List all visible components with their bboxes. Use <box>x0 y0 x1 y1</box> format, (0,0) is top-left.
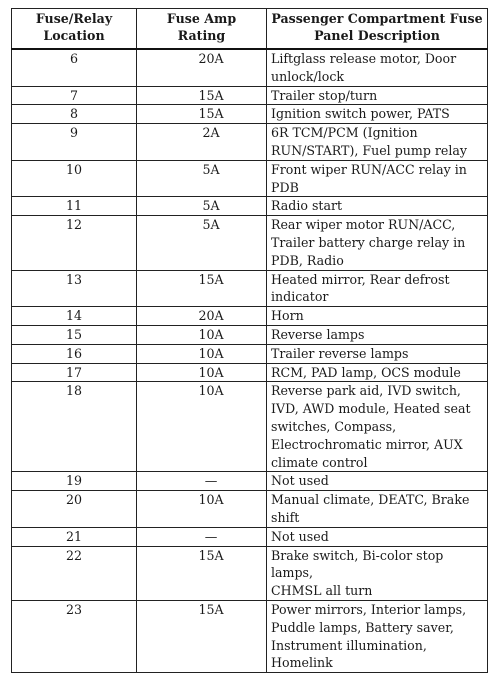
fuse-amp-cell: 10A <box>137 382 267 472</box>
fuse-location-cell: 6 <box>12 49 137 86</box>
fuse-amp-cell: 15A <box>137 86 267 105</box>
table-row <box>12 363 488 382</box>
header-location <box>12 9 137 50</box>
description-line: Reverse park aid, IVD switch, <box>271 383 461 399</box>
table-row <box>12 270 488 307</box>
table-row <box>12 105 488 124</box>
header-description-line-2: Panel Description <box>314 27 440 43</box>
fuse-location-cell: 14 <box>12 307 137 326</box>
description-line: Instrument illumination, Homelink <box>271 637 427 671</box>
description-line: Trailer stop/turn <box>271 87 378 103</box>
table-row <box>12 472 488 491</box>
fuse-amp-cell: — <box>137 527 267 546</box>
table-row <box>12 344 488 363</box>
table-row <box>12 527 488 546</box>
fuse-location-cell: 11 <box>12 197 137 216</box>
description-line: Puddle lamps, Battery saver, <box>271 619 454 635</box>
description-line: shift <box>271 509 300 525</box>
fuse-description-cell <box>267 491 488 528</box>
table-row <box>12 160 488 197</box>
description-line: climate control <box>271 454 368 470</box>
fuse-description-cell <box>267 363 488 382</box>
fuse-table <box>11 8 488 673</box>
description-line: Electrochromatic mirror, AUX <box>271 436 463 452</box>
table-row <box>12 216 488 270</box>
fuse-description-cell <box>267 49 488 86</box>
fuse-location-cell: 15 <box>12 325 137 344</box>
fuse-description-cell <box>267 546 488 600</box>
fuse-location-cell: 16 <box>12 344 137 363</box>
description-line: Reverse lamps <box>271 326 365 342</box>
description-line: Horn <box>271 308 304 324</box>
fuse-description-cell <box>267 325 488 344</box>
fuse-description-cell <box>267 216 488 270</box>
fuse-amp-cell: 2A <box>137 124 267 161</box>
description-line: IVD, AWD module, Heated seat <box>271 401 471 417</box>
fuse-location-cell: 7 <box>12 86 137 105</box>
table-row <box>12 86 488 105</box>
fuse-amp-cell: 5A <box>137 160 267 197</box>
table-row <box>12 124 488 161</box>
description-line: Liftglass release motor, Door <box>271 51 457 66</box>
header-description-line-1: Passenger Compartment Fuse <box>271 11 483 26</box>
header-location-line-1: Fuse/Relay <box>35 11 113 26</box>
fuse-location-cell: 21 <box>12 527 137 546</box>
fuse-description-cell <box>267 86 488 105</box>
table-row <box>12 382 488 472</box>
fuse-description-cell <box>267 105 488 124</box>
fuse-location-cell: 23 <box>12 600 137 672</box>
description-line: PDB, Radio <box>271 252 344 268</box>
fuse-description-cell <box>267 160 488 197</box>
header-location-line-2: Location <box>43 27 105 43</box>
fuse-location-cell: 13 <box>12 270 137 307</box>
table-row <box>12 49 488 86</box>
description-line: unlock/lock <box>271 68 345 84</box>
header-description <box>267 9 488 50</box>
table-row <box>12 546 488 600</box>
fuse-description-cell <box>267 600 488 672</box>
fuse-amp-cell: 10A <box>137 344 267 363</box>
fuse-amp-cell: 20A <box>137 307 267 326</box>
fuse-amp-cell: 10A <box>137 363 267 382</box>
table-body <box>12 49 488 673</box>
description-line: Not used <box>271 528 329 544</box>
description-line: Radio start <box>271 198 343 214</box>
fuse-description-cell <box>267 527 488 546</box>
description-line: Brake switch, Bi-color stop lamps, <box>271 547 444 581</box>
fuse-description-cell <box>267 382 488 472</box>
description-line: RCM, PAD lamp, OCS module <box>271 364 461 380</box>
description-line: PDB <box>271 179 299 195</box>
description-line: RUN/START), Fuel pump relay <box>271 142 468 158</box>
description-line: indicator <box>271 289 329 305</box>
header-amp-rating <box>137 9 267 50</box>
fuse-location-cell: 20 <box>12 491 137 528</box>
fuse-amp-cell: 15A <box>137 600 267 672</box>
description-line: Not used <box>271 473 329 489</box>
fuse-amp-cell: 10A <box>137 325 267 344</box>
fuse-amp-cell: 15A <box>137 546 267 600</box>
description-line: Rear wiper motor RUN/ACC, <box>271 217 456 233</box>
fuse-amp-cell: 10A <box>137 491 267 528</box>
fuse-description-cell <box>267 307 488 326</box>
table-row <box>12 197 488 216</box>
description-line: CHMSL all turn <box>271 583 373 599</box>
description-line: Trailer reverse lamps <box>271 345 409 361</box>
fuse-amp-cell: 15A <box>137 270 267 307</box>
fuse-amp-cell: — <box>137 472 267 491</box>
fuse-location-cell: 19 <box>12 472 137 491</box>
fuse-location-cell: 17 <box>12 363 137 382</box>
fuse-description-cell <box>267 197 488 216</box>
fuse-location-cell: 18 <box>12 382 137 472</box>
fuse-description-cell <box>267 270 488 307</box>
fuse-location-cell: 22 <box>12 546 137 600</box>
fuse-location-cell: 10 <box>12 160 137 197</box>
table-row <box>12 600 488 672</box>
fuse-amp-cell: 5A <box>137 197 267 216</box>
table-row <box>12 491 488 528</box>
fuse-description-cell <box>267 344 488 363</box>
description-line: Power mirrors, Interior lamps, <box>271 601 467 617</box>
fuse-location-cell: 8 <box>12 105 137 124</box>
fuse-description-cell <box>267 472 488 491</box>
description-line: Front wiper RUN/ACC relay in <box>271 161 467 177</box>
table-header-row <box>12 9 488 50</box>
fuse-amp-cell: 20A <box>137 49 267 86</box>
description-line: Manual climate, DEATC, Brake <box>271 492 470 508</box>
description-line: Ignition switch power, PATS <box>271 106 450 122</box>
fuse-description-cell <box>267 124 488 161</box>
description-line: Trailer battery charge relay in <box>271 234 466 250</box>
description-line: 6R TCM/PCM (Ignition <box>271 125 418 141</box>
table-row <box>12 307 488 326</box>
description-line: Heated mirror, Rear defrost <box>271 271 450 287</box>
table-row <box>12 325 488 344</box>
fuse-amp-cell: 5A <box>137 216 267 270</box>
fuse-location-cell: 9 <box>12 124 137 161</box>
fuse-amp-cell: 15A <box>137 105 267 124</box>
description-line: switches, Compass, <box>271 418 397 434</box>
header-amp-line-1: Fuse Amp <box>166 11 237 26</box>
fuse-table-container <box>11 8 488 673</box>
header-amp-line-2: Rating <box>177 27 226 43</box>
fuse-location-cell: 12 <box>12 216 137 270</box>
